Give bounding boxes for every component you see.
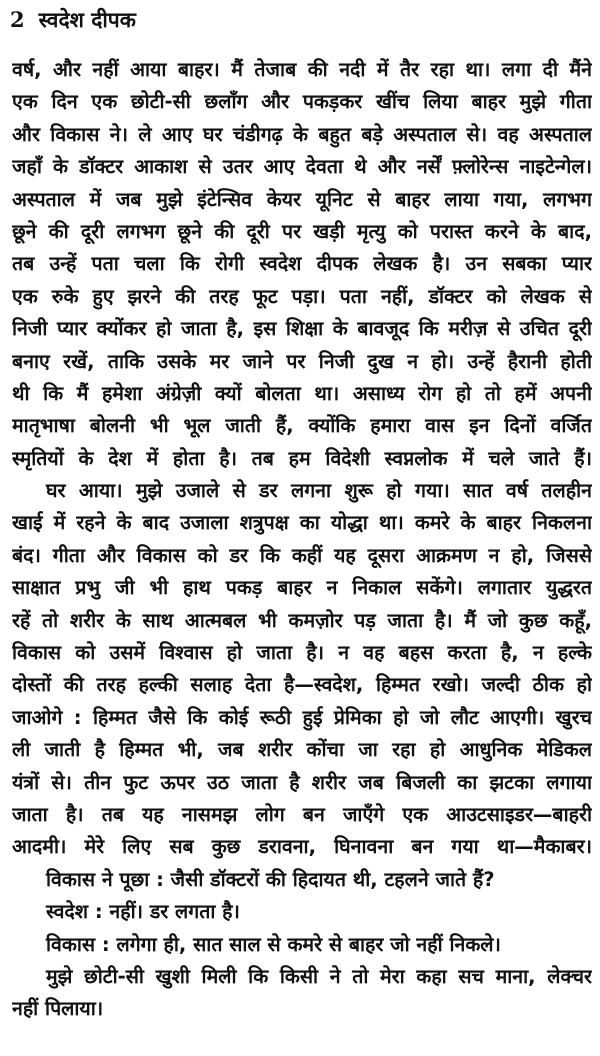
text-line: खाई में रहने के बाद उजाला शत्रुपक्ष का योद्धा था। कमरे के बाहर निकलना bbox=[12, 511, 592, 535]
text-line: साक्षात प्रभु जी भी हाथ पकड़ बाहर न निकाल सकेंगे। लगातार युद्धरत bbox=[12, 576, 592, 600]
text-line: जाओगे : हिम्मत जैसे कि कोई रूठी हुई प्रेमिका हो जो लौट आएगी। खुरच bbox=[12, 705, 592, 729]
text-line: ली जाती है हिम्मत भी, जब शरीर कोंचा जा रहा हो आधुनिक मेडिकल bbox=[12, 738, 592, 762]
text-line: जाता है। तब यह नासमझ लोग बन जाएँगे एक आउटसाइडर—बाहरी bbox=[12, 802, 592, 826]
text-line: एक रुके हुए झरने की तरह फूट पड़ा। पता नहीं, डॉक्टर को लेखक से bbox=[12, 284, 592, 308]
text-line: स्मृतियों के देश में होता है। तब हम विदेशी स्वप्नलोक में चले जाते हैं। bbox=[12, 446, 592, 470]
text-line: मातृभाषा बोलनी भी भूल जाती हैं, क्योंकि हमारा वास इन दिनों वर्जित bbox=[12, 414, 592, 438]
text-line: वर्ष, और नहीं आया बाहर। मैं तेजाब की नदी में तैर रहा था। लगा दी मैंने bbox=[12, 58, 592, 81]
text-line: और विकास ने। ले आए घर चंडीगढ़ के बहुत बड़े अस्पताल से। वह अस्पताल bbox=[12, 122, 592, 146]
text-line: विकास : लगेगा ही, सात साल से कमरे से बाहर जो नहीं निकले। bbox=[46, 932, 501, 956]
text-line: बनाए रखें, ताकि उसके मर जाने पर निजी दुख न हो। उन्हें हैरानी होती bbox=[12, 349, 592, 373]
page-header bbox=[10, 6, 136, 34]
text-line: थी कि मैं हमेशा अंग्रेज़ी क्यों बोलता था। असाध्य रोग हो तो हमें अपनी bbox=[12, 381, 592, 405]
text-line: यंत्रों से। तीन फुट ऊपर उठ जाता है शरीर जब बिजली का झटका लगाया bbox=[12, 770, 592, 794]
text-line: छूने की दूरी लगभग छूने की दूरी पर खड़ी मृत्यु को परास्त करने के बाद, bbox=[12, 219, 592, 243]
text-line: नहीं पिलाया। bbox=[12, 997, 104, 1021]
text-line: विकास ने पूछा : जैसी डॉक्टरों की हिदायत थी, टहलने जाते हैं? bbox=[46, 867, 495, 891]
text-line: मुझे छोटी-सी खुशी मिली कि किसी ने तो मेरा कहा सच माना, लेक्चर bbox=[46, 964, 592, 988]
text-line: आदमी। मेरे लिए सब कुछ डरावना, घिनावना बन गया था—मैकाबर। bbox=[12, 835, 592, 859]
text-line: अस्पताल में जब मुझे इंटेन्सिव केयर यूनिट से बाहर लाया गया, लगभग bbox=[12, 187, 592, 211]
text-line: घर आया। मुझे उजाले से डर लगना शुरू हो गया। सात वर्ष तलहीन bbox=[46, 479, 592, 503]
text-line: एक दिन एक छोटी-सी छलाँग और पकड़कर खींच लिया बाहर मुझे गीता bbox=[12, 90, 592, 114]
text-line: विकास को उसमें विश्वास हो जाता है। न वह बहस करता है, न हल्के bbox=[12, 641, 592, 665]
page-number: 2 bbox=[10, 7, 25, 32]
running-title: स्वदेश दीपक bbox=[38, 7, 136, 32]
text-line: तब उन्हें पता चला कि रोगी स्वदेश दीपक लेखक है। उन सबका प्यार bbox=[12, 252, 592, 276]
body-text bbox=[12, 54, 592, 1026]
text-line: रहें तो शरीर के साथ आत्मबल भी कमज़ोर पड़ जाता है। मैं जो कुछ कहूँ, bbox=[12, 608, 592, 632]
text-line: स्वदेश : नहीं। डर लगता है। bbox=[46, 900, 240, 924]
text-line: दोस्तों की तरह हल्की सलाह देता है—स्वदेश, हिम्मत रखो। जल्दी ठीक हो bbox=[12, 673, 592, 697]
text-line: निजी प्यार क्योंकर हो जाता है, इस शिक्षा के बावजूद कि मरीज़ से उचित दूरी bbox=[12, 317, 592, 341]
text-line: बंद। गीता और विकास को डर कि कहीं यह दूसरा आक्रमण न हो, जिससे bbox=[12, 543, 592, 567]
text-line: जहाँ के डॉक्टर आकाश से उतर आए देवता थे और नर्सें फ़्लोरेन्स नाइटेन्गेल। bbox=[12, 155, 592, 179]
